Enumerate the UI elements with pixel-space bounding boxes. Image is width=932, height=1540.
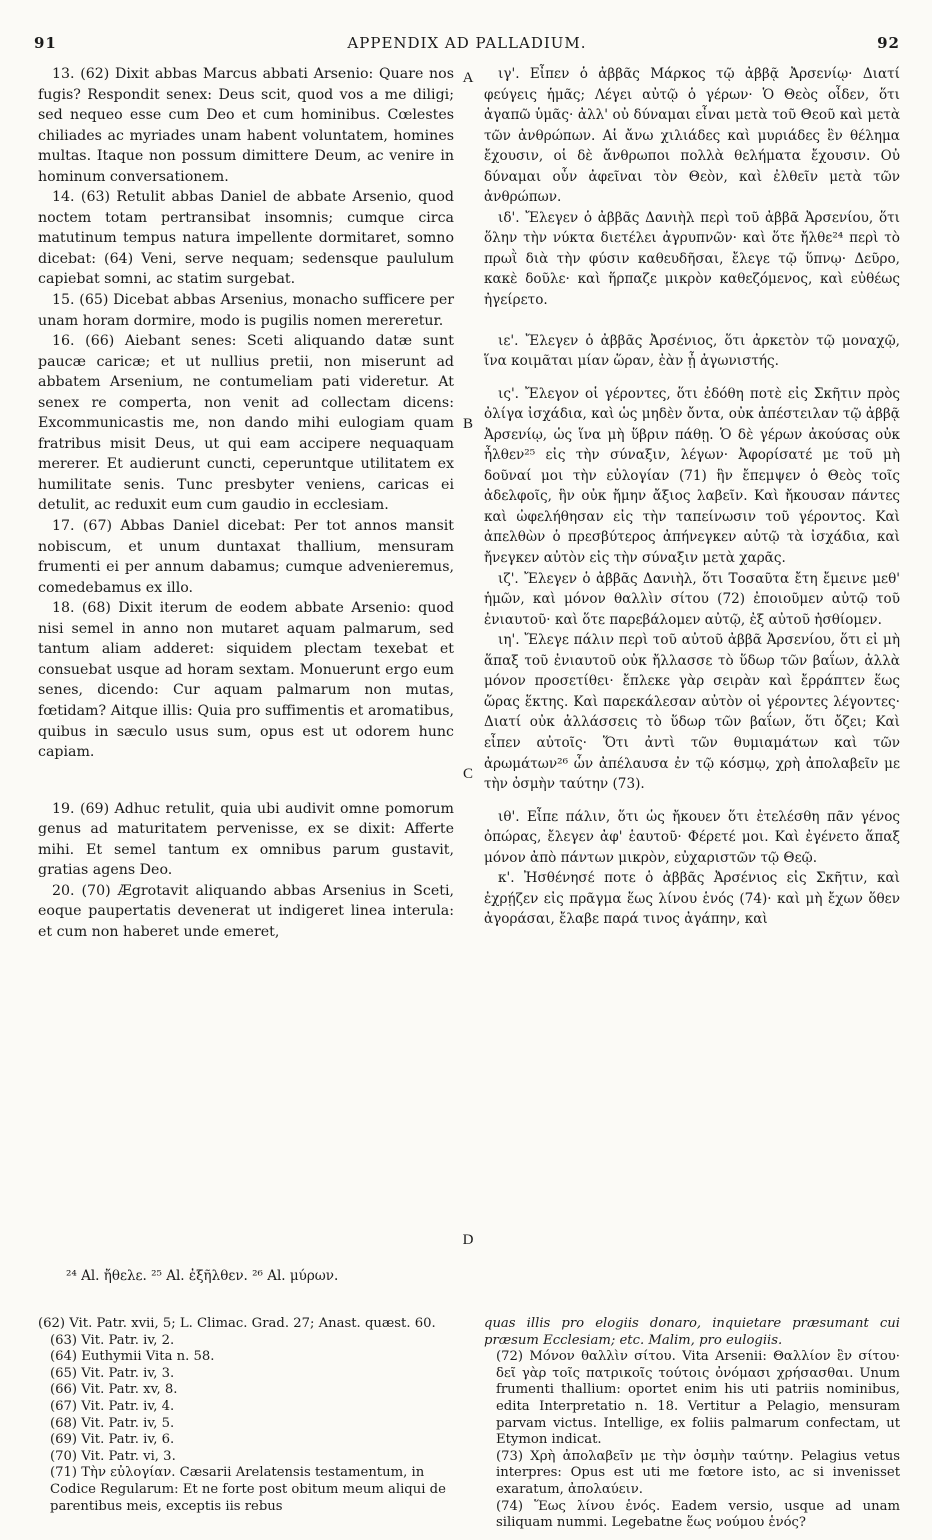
margin-letter-d: D — [462, 1232, 474, 1248]
latin-column — [38, 64, 454, 942]
page-title: APPENDIX AD PALLADIUM. — [347, 34, 587, 52]
latin-paragraph-14: 14. (63) Retulit abbas Daniel de abbate Arsenio, quod noctem totam pertransibat insomnis; cumque circa matutinum tempus natura impellente dormitaret, somno dicebat: (64) Veni, serve nequam; sedensque paululum capiebat somni, ac statim surgebat. — [38, 189, 454, 288]
greek-paragraph-14: ιδ'. Ἔλεγεν ὁ ἀββᾶς Δανιὴλ περὶ τοῦ ἀββᾶ Ἀρσενίου, ὅτι ὅλην τὴν νύκτα διετέλει ἀγρυπνῶν· καὶ ὅτε ἤλθε²⁴ περὶ τὸ πρωῒ διὰ τὴν φύσιν καθευδῆσαι, ἔλεγε τῷ ὕπνῳ· Δεῦρο, κακὲ δοῦλε· καὶ ἥρπαζε μικρὸν καθεζόμενος, καὶ εὐθέως ἠγείρετο. — [484, 209, 900, 309]
latin-paragraph-15: 15. (65) Dicebat abbas Arsenius, monacho sufficere per unam horam dormire, modo is pugilis nomen mereretur. — [38, 292, 454, 329]
footnote-64: (64) Euthymii Vita n. 58. — [50, 1349, 215, 1365]
latin-paragraph-17: 17. (67) Abbas Daniel dicebat: Per tot annos mansit nobiscum, et unum duntaxat thallium, mensuram frumenti ei per annum dabamus; cumque advenieremus, comedebamus ex illo. — [38, 518, 454, 596]
greek-paragraph-13: ιγ'. Εἶπεν ὁ ἀββᾶς Μάρκος τῷ ἀββᾷ Ἀρσενίῳ· Διατί φεύγεις ἡμᾶς; Λέγει αὐτῷ ὁ γέρων· Ὁ Θεὸς οἶδεν, ὅτι ἀγαπῶ ὑμᾶς· ἀλλ' οὐ δύναμαι εἶναι μετὰ τοῦ Θεοῦ καὶ μετὰ τῶν ἀνθρώπων. Αἱ ἄνω χιλιάδες καὶ μυριάδες ἓν θέλημα ἔχουσιν, οἱ δὲ ἄνθρωποι πολλὰ θελήματα ἔχουσιν. Οὐ δύναμαι οὖν ἀφεῖναι τὸν Θεὸν, καὶ ἐλθεῖν μετὰ τῶν ἀνθρώπων. — [484, 66, 900, 206]
greek-paragraph-17: ιζ'. Ἔλεγεν ὁ ἀββᾶς Δανιὴλ, ὅτι Τοσαῦτα ἔτη ἔμεινε μεθ' ἡμῶν, καὶ μόνον θαλλὶν σίτου (72) ἐποιοῦμεν αὐτῷ τοῦ ἐνιαυτοῦ· καὶ ὅτε παρεβάλομεν αὐτῷ, ἐξ αὐτοῦ ἠσθίομεν. — [484, 570, 900, 628]
footnote-68: (68) Vit. Patr. iv, 5. — [50, 1415, 175, 1431]
footnote-72: (72) Μόνον θαλλὶν σίτου. Vita Arsenii: Θαλλίον ἓν σίτου· δεῖ γὰρ τοῖς πατρικοῖς τούτοις ὀνόμασι χρήσασθαι. Unum frumenti thallium: oportet enim his uti patriis nominibus, edita Interpretatio n. 18. Vertitur a Pelagio, mensuram parvam victus. Intellige, ex foliis palmarum confectam, ut Etymon indicat. — [496, 1349, 900, 1448]
page-number-left: 91 — [34, 34, 57, 52]
footnote-69: (69) Vit. Patr. iv, 6. — [50, 1432, 175, 1448]
greek-column — [484, 64, 900, 930]
variant-readings: ²⁴ Al. ἤθελε. ²⁵ Al. ἐξῆλθεν. ²⁶ Al. μύρων. — [66, 1268, 339, 1284]
footnotes-right — [484, 1316, 900, 1532]
page-number-right: 92 — [877, 34, 900, 52]
greek-paragraph-18: ιη'. Ἔλεγε πάλιν περὶ τοῦ αὐτοῦ ἀββᾶ Ἀρσενίου, ὅτι εἰ μὴ ἅπαξ τοῦ ἐνιαυτοῦ οὐκ ἤλλασσε τὸ ὕδωρ τῶν βαΐων, ἀλλὰ μόνον προσετίθει· ἔπλεκε γὰρ σειρὰν καὶ ἔρράπτεν ἕως ὥρας ἕκτης. Καὶ παρεκάλεσαν αὐτὸν οἱ γέροντες λέγοντες· Διατί οὐκ ἀλλάσσεις τὸ ὕδωρ τῶν βαΐων, ὅτι ὄζει; Καὶ εἶπεν αὐτοῖς· Ὅτι ἀντὶ τῶν θυμιαμάτων καὶ τῶν ἀρωμάτων²⁶ ὧν ἀπέλαυσα ἐν τῷ κόσμῳ, χρὴ ἀπολαβεῖν με τὴν ὀσμὴν ταύτην (73). — [484, 632, 900, 793]
footnote-66: (66) Vit. Patr. xv, 8. — [50, 1382, 178, 1398]
margin-letter-c: C — [462, 766, 473, 782]
footnote-71-continued: quas illis pro elogiis donaro, inquietare præsumant cui præsum Ecclesiam; etc. Malim, pro eulogiis. — [484, 1316, 900, 1348]
latin-paragraph-18: 18. (68) Dixit iterum de eodem abbate Arsenio: quod nisi semel in anno non mutaret aquam palmarum, sed tantum aliam adderet: siquidem plectam texebat et consuebat usque ad horam sextam. Monuerunt ergo eum senes, dicendo: Cur aquam palmarum non mutas, fœtidam? Aitque illis: Quia pro suffimentis et aromatibus, quibus in sæculo usus sum, opus est ut odorem hunc capiam. — [38, 600, 454, 761]
footnote-74: (74) Ἕως λίνου ἑνός. Eadem versio, usque ad unam siliquam nummi. Legebatne ἕως νούμου ἑνός? — [496, 1498, 900, 1531]
footnote-63: (63) Vit. Patr. iv, 2. — [50, 1332, 175, 1348]
latin-paragraph-16: 16. (66) Aiebant senes: Sceti aliquando datæ sunt paucæ caricæ; et ut nullius pretii, non miserunt ad abbatem Arsenium, ne contumeliam pati videretur. At senex re comperta, non venit ad collectam dicens: Excommunicastis me, non dando mihi eulogiam quam fratribus misit Deus, ut qui eam accipere nequaquam mererer. Et audierunt cuncti, ceperuntque utilitatem ex humilitate senis. Tunc presbyter veniens, caricas ei detulit, ac reduxit eum cum gaudio in ecclesiam. — [38, 333, 454, 514]
latin-paragraph-13: 13. (62) Dixit abbas Marcus abbati Arsenio: Quare nos fugis? Respondit senex: Deus scit, quod vos a me diligi; sed nequeo esse cum Deo et cum hominibus. Cœlestes chiliades ac myriades unam habent voluntatem, homines multas. Itaque non possum dimittere Deum, ac venire in hominum conversationem. — [38, 66, 454, 185]
footnote-65: (65) Vit. Patr. iv, 3. — [50, 1365, 175, 1381]
latin-paragraph-20: 20. (70) Ægrotavit aliquando abbas Arsenius in Sceti, eoque paupertatis devenerat ut indigeret linea interula: et cum non haberet unde emeret, — [38, 882, 454, 940]
greek-paragraph-16: ις'. Ἔλεγον οἱ γέροντες, ὅτι ἐδόθη ποτὲ εἰς Σκῆτιν πρὸς ὀλίγα ἰσχάδια, καὶ ὡς μηδὲν ὄντα, οὐκ ἀπέστειλαν τῷ ἀββᾷ Ἀρσενίῳ, ὡς ἵνα μὴ ὕβριν πάθῃ. Ὁ δὲ γέρων ἀκούσας οὐκ ἦλθεν²⁵ εἰς τὴν σύναξιν, λέγων· Ἀφορίσατέ με τοῦ μὴ δοῦναί μοι τὴν εὐλογίαν (71) ἣν ἔπεμψεν ὁ Θεὸς τοῖς ἀδελφοῖς, ἣν οὐκ ἤμην ἄξιος λαβεῖν. Καὶ ἤκουσαν πάντες καὶ ὠφελήθησαν εἰς τὴν ταπείνωσιν τοῦ γέροντος. Καὶ ἀπελθὼν ὁ πρεσβύτερος ἀπήνεγκεν αὐτῷ τὰ ἰσχάδια, καὶ ἤνεγκεν αὐτὸν εἰς τὴν σύναξιν μετὰ χαρᾶς. — [484, 385, 900, 567]
margin-letter-a: A — [462, 70, 474, 86]
greek-paragraph-20: κ'. Ἠσθένησέ ποτε ὁ ἀββᾶς Ἀρσένιος εἰς Σκῆτιν, καὶ ἐχρῄζεν εἰς πρᾶγμα ἕως λίνου ἑνός (74)· καὶ μὴ ἔχων ὅθεν ἀγοράσαι, ἔλαβε παρά τινος ἀγάπην, καὶ — [484, 870, 900, 928]
latin-paragraph-19: 19. (69) Adhuc retulit, quia ubi audivit omne pomorum genus ad maturitatem pervenisse, ex se dixit: Afferte mihi. Et semel tantum ex omnibus parum gustavit, gratias agens Deo. — [38, 800, 454, 879]
footnote-73: (73) Χρὴ ἀπολαβεῖν με τὴν ὀσμὴν ταύτην. Pelagius vetus interpres: Opus est uti me fœtore isto, ac si invenisset exaratum, ἀπολαύειν. — [496, 1448, 900, 1497]
footnotes-left — [38, 1316, 454, 1515]
greek-paragraph-15: ιε'. Ἔλεγεν ὁ ἀββᾶς Ἀρσένιος, ὅτι ἀρκετὸν τῷ μοναχῷ, ἵνα κοιμᾶται μίαν ὥραν, ἐὰν ᾖ ἀγωνιστής. — [484, 332, 900, 370]
greek-paragraph-19: ιθ'. Εἶπε πάλιν, ὅτι ὡς ἤκουεν ὅτι ἐτελέσθη πᾶν γένος ὀπώρας, ἔλεγεν ἀφ' ἑαυτοῦ· Φέρετέ μοι. Καὶ ἐγένετο ἅπαξ μόνον ἀπὸ πάντων μικρὸν, εὐχαριστῶν τῷ Θεῷ. — [484, 808, 900, 866]
footnote-67: (67) Vit. Patr. iv, 4. — [50, 1398, 175, 1414]
margin-letter-b: B — [462, 416, 473, 432]
footnote-70: (70) Vit. Patr. vi, 3. — [50, 1448, 176, 1464]
footnote-71: (71) Τὴν εὐλογίαν. Cæsarii Arelatensis testamentum, in Codice Regularum: Et ne forte post obitum meum aliqui de parentibus meis, exceptis iis rebus — [50, 1465, 446, 1514]
footnote-62: (62) Vit. Patr. xvii, 5; L. Climac. Grad. 27; Anast. quæst. 60. — [38, 1316, 436, 1331]
running-header — [34, 34, 900, 58]
